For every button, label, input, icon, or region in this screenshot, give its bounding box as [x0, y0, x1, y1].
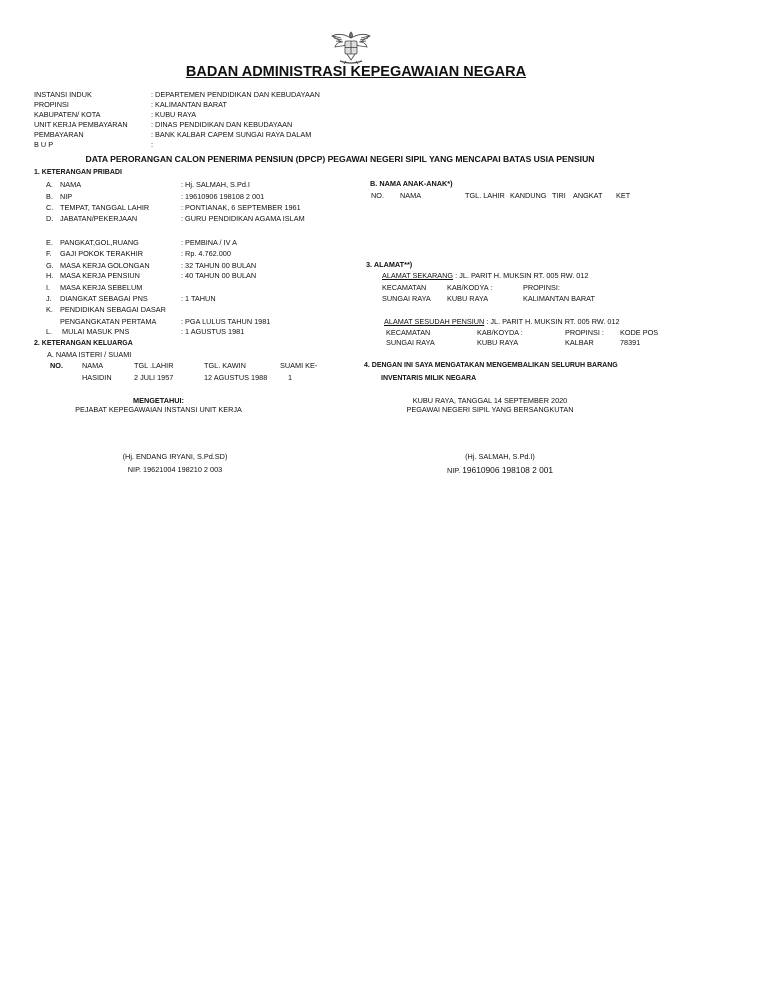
agency-label: INSTANSI INDUK: [34, 90, 92, 99]
item-value: : GURU PENDIDIKAN AGAMA ISLAM: [181, 214, 305, 223]
agency-label: UNIT KERJA PEMBAYARAN: [34, 120, 128, 129]
left-signer-role: PEJABAT KEPEGAWAIAN INSTANSI UNIT KERJA: [75, 405, 242, 414]
agency-value: : DEPARTEMEN PENDIDIKAN DAN KEBUDAYAAN: [151, 90, 320, 99]
nip-value: 19610906 198108 2 001: [462, 465, 554, 475]
agency-value: : KUBU RAYA: [151, 110, 197, 119]
address-col-label: PROPINSI:: [523, 283, 560, 292]
item-label: JABATAN/PEKERJAAN: [60, 214, 138, 223]
item-label: PANGKAT,GOL,RUANG: [60, 238, 139, 247]
item-label: MASA KERJA GOLONGAN: [60, 261, 150, 270]
spouse-cell: HASIDIN: [82, 373, 112, 382]
address-col-value: KUBU RAYA: [477, 338, 519, 347]
agency-value: : DINAS PENDIDIKAN DAN KEBUDAYAAN: [151, 120, 293, 129]
right-signer-role: PEGAWAI NEGERI SIPIL YANG BERSANGKUTAN: [406, 405, 574, 414]
address-col-label: KAB/KOYDA :: [477, 328, 523, 337]
item-letter: H.: [46, 271, 54, 280]
item-letter: L.: [46, 327, 53, 336]
item-label: MULAI MASUK PNS: [62, 327, 130, 336]
item-value: : 1 TAHUN: [181, 294, 216, 303]
item-label: NAMA: [60, 180, 82, 189]
spouse-cell: 2 JULI 1957: [134, 373, 174, 382]
right-signer-name: (Hj. SALMAH, S.Pd.I): [465, 452, 535, 461]
garuda-emblem-icon: [330, 28, 372, 66]
address-col-value: KUBU RAYA: [447, 294, 489, 303]
address-col-value: KALIMANTAN BARAT: [523, 294, 595, 303]
item-letter: E.: [46, 238, 53, 247]
children-col-header: NAMA: [400, 191, 422, 200]
item-letter: J.: [46, 294, 52, 303]
agency-value: : BANK KALBAR CAPEM SUNGAI RAYA DALAM: [151, 130, 312, 139]
address-heading: 3. ALAMAT**): [366, 260, 413, 269]
agency-label: PROPINSI: [34, 100, 69, 109]
after-address-value: : JL. PARIT H. MUKSIN RT. 005 RW. 012: [484, 317, 620, 326]
item-label: DIANGKAT SEBAGAI PNS: [60, 294, 148, 303]
section-1-heading: 1. KETERANGAN PRIBADI: [34, 169, 122, 176]
item-letter: A.: [46, 180, 53, 189]
item-label: GAJI POKOK TERAKHIR: [60, 249, 143, 258]
spouse-cell: 12 AGUSTUS 1988: [204, 373, 268, 382]
spouse-subheading: A. NAMA ISTERI / SUAMI: [47, 350, 132, 359]
item-label: TEMPAT, TANGGAL LAHIR: [60, 203, 150, 212]
agency-label: B U P: [34, 140, 54, 149]
address-col-label: KECAMATAN: [386, 328, 431, 337]
item-letter: I.: [46, 283, 51, 292]
item-value: : PGA LULUS TAHUN 1981: [181, 317, 271, 326]
children-col-header: KET: [616, 191, 631, 200]
spouse-cell: 1: [288, 373, 293, 382]
current-address-value: : JL. PARIT H. MUKSIN RT. 005 RW. 012: [453, 271, 589, 280]
item-label: MASA KERJA SEBELUM: [60, 283, 143, 292]
spouse-col-header: NAMA: [82, 361, 104, 370]
address-col-label: KECAMATAN: [382, 283, 427, 292]
current-address: [382, 272, 588, 279]
left-signer-nip: NIP. 19621004 198210 2 003: [127, 465, 223, 474]
agency-value: : KALIMANTAN BARAT: [151, 100, 227, 109]
agency-label: PEMBAYARAN: [34, 130, 84, 139]
spouse-col-header: TGL .LAHIR: [134, 361, 174, 370]
children-col-header: TGL. LAHIR: [465, 191, 505, 200]
item-label: NIP: [60, 192, 73, 201]
address-col-value: SUNGAI RAYA: [386, 338, 435, 347]
item-letter: C.: [46, 203, 54, 212]
nip-prefix: NIP.: [446, 466, 461, 475]
spouse-col-header: TGL. KAWIN: [204, 361, 246, 370]
agency-value: :: [151, 140, 154, 149]
address-col-value: KALBAR: [565, 338, 594, 347]
item-label: PENGANGKATAN PERTAMA: [60, 317, 157, 326]
spouse-col-header: NO.: [50, 361, 63, 370]
statement-line-2: INVENTARIS MILIK NEGARA: [381, 375, 477, 382]
after-address-label: ALAMAT SESUDAH PENSIUN: [384, 317, 485, 326]
item-value: : PEMBINA / IV A: [181, 238, 237, 247]
children-col-header: ANGKAT: [573, 191, 603, 200]
item-label: MASA KERJA PENSIUN: [60, 271, 140, 280]
children-col-header: NO.: [371, 191, 384, 200]
item-letter: F.: [46, 249, 52, 258]
address-col-label: KODE POS: [620, 328, 659, 337]
children-col-header: KANDUNG: [510, 191, 547, 200]
address-col-value: 78391: [620, 338, 641, 347]
item-letter: D.: [46, 214, 54, 223]
place-date: KUBU RAYA, TANGGAL 14 SEPTEMBER 2020: [412, 396, 568, 405]
children-col-header: TIRI: [552, 191, 566, 200]
address-col-value: SUNGAI RAYA: [382, 294, 431, 303]
item-value: : 32 TAHUN 00 BULAN: [181, 261, 257, 270]
address-col-label: KAB/KODYA :: [447, 283, 493, 292]
right-signer-nip: [380, 466, 620, 474]
agency-label: KABUPATEN/ KOTA: [34, 110, 101, 119]
left-signer-name: (Hj. ENDANG IRYANI, S.Pd.SD): [122, 452, 228, 461]
current-address-label: ALAMAT SEKARANG: [382, 271, 454, 280]
item-value: : Rp. 4.762.000: [181, 249, 231, 258]
item-value: : PONTIANAK, 6 SEPTEMBER 1961: [181, 203, 301, 212]
address-after-retirement: [384, 318, 620, 325]
page-title: BADAN ADMINISTRASI KEPEGAWAIAN NEGARA: [185, 64, 527, 80]
spouse-col-header: SUAMI KE-: [280, 361, 318, 370]
item-value: : 40 TAHUN 00 BULAN: [181, 271, 257, 280]
address-col-label: PROPINSI :: [565, 328, 604, 337]
statement-line-1: 4. DENGAN INI SAYA MENGATAKAN MENGEMBALIKAN SELURUH BARANG: [364, 362, 618, 369]
acknowledged-label: MENGETAHUI:: [133, 396, 184, 405]
item-value: : 1 AGUSTUS 1981: [181, 327, 245, 336]
document-subtitle: DATA PERORANGAN CALON PENERIMA PENSIUN (DPCP) PEGAWAI NEGERI SIPIL YANG MENCAPAI BATAS USIA PENSIUN: [85, 154, 595, 164]
item-letter: G.: [46, 261, 54, 270]
item-value: : Hj. SALMAH, S.Pd.I: [181, 180, 250, 189]
item-letter: K.: [46, 305, 53, 314]
item-label: PENDIDIKAN SEBAGAI DASAR: [60, 305, 166, 314]
section-2-heading: 2. KETERANGAN KELUARGA: [34, 340, 133, 347]
item-value: : 19610906 198108 2 001: [181, 192, 265, 201]
item-letter: B.: [46, 192, 53, 201]
children-heading: B. NAMA ANAK-ANAK*): [370, 179, 453, 188]
